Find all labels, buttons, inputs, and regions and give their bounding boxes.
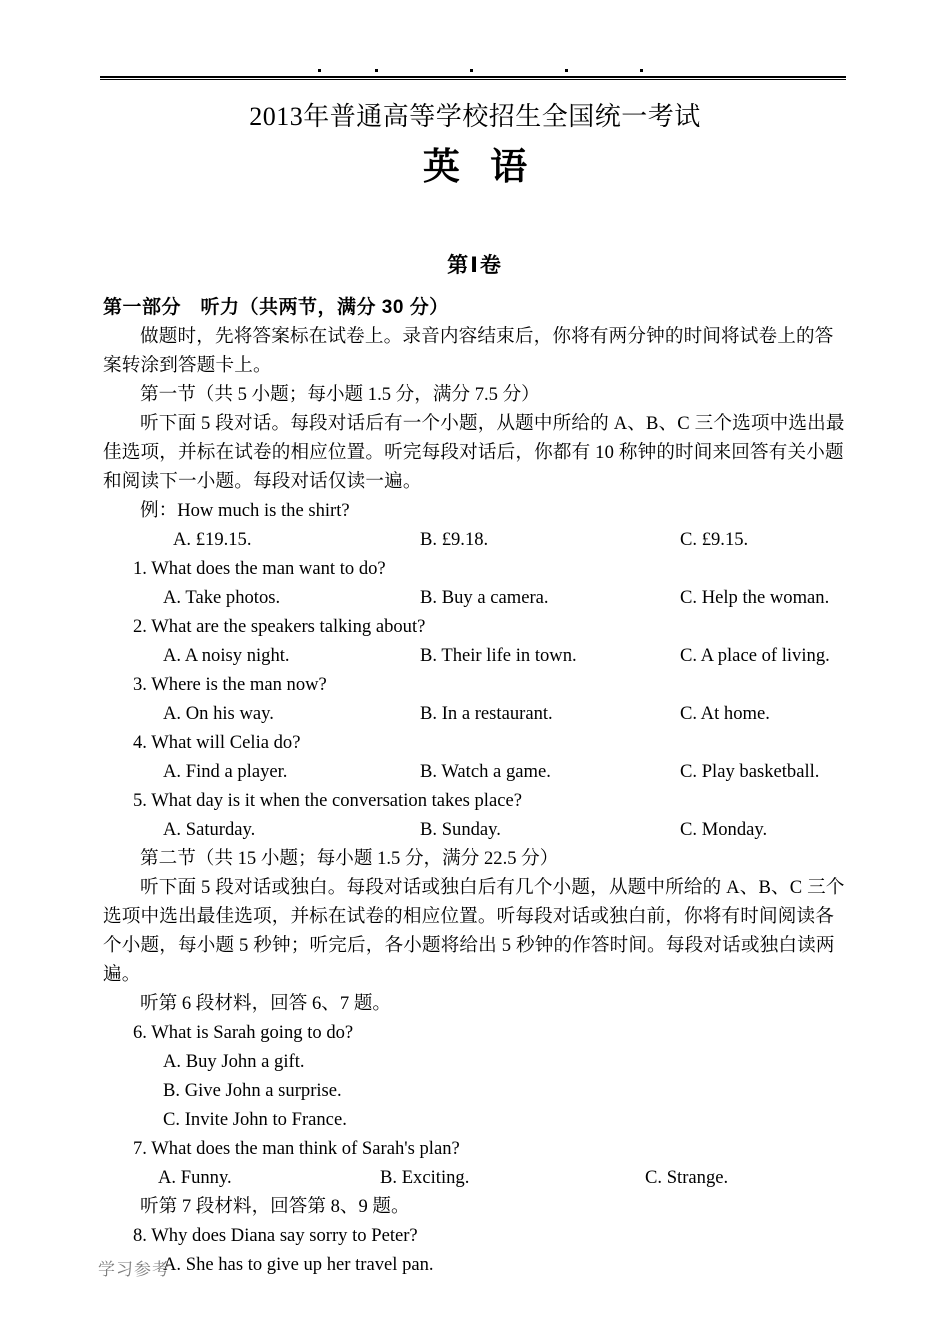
- question-6-option-c: C. Invite John to France.: [163, 1109, 347, 1130]
- question-4-option-b: B. Watch a game.: [420, 761, 551, 782]
- question-7-option-a: A. Funny.: [158, 1167, 232, 1188]
- question-1-text: 1. What does the man want to do?: [133, 558, 386, 579]
- question-1-options-row: [103, 583, 853, 612]
- question-8-text: 8. Why does Diana say sorry to Peter?: [133, 1225, 418, 1246]
- section-two-intro-line-2: 选项中选出最佳选项，并标在试卷的相应位置。听每段对话或独白前，你将有时间阅读各: [103, 906, 835, 927]
- question-5-option-c: C. Monday.: [680, 819, 768, 840]
- question-3-option-b: B. In a restaurant.: [420, 703, 553, 724]
- example-option-c: C. £9.15.: [680, 529, 749, 550]
- section-one-intro-line-2: 佳选项，并标在试卷的相应位置。听完每段对话后，你都有 10 称钟的时间来回答有关小题: [103, 442, 844, 463]
- material-6-label: 听第 6 段材料，回答 6、7 题。: [140, 993, 392, 1014]
- exam-subject-title: 英 语: [422, 146, 538, 187]
- header-dot: [565, 69, 568, 72]
- question-3-text: 3. Where is the man now?: [133, 674, 327, 695]
- section-one-heading: 第一节（共 5 小题；每小题 1.5 分，满分 7.5 分）: [140, 384, 540, 405]
- question-1-option-b: B. Buy a camera.: [420, 587, 549, 608]
- question-5-options-row: [103, 815, 853, 844]
- section-two-intro-line-1: 听下面 5 段对话或独白。每段对话或独白后有几个小题，从题中所给的 A、B、C 三个: [140, 877, 845, 898]
- header-dot: [470, 69, 473, 72]
- document-body: [103, 293, 853, 1279]
- header-dot: [640, 69, 643, 72]
- example-option-a: A. £19.15.: [173, 529, 252, 550]
- section-two-heading: 第二节（共 15 小题；每小题 1.5 分，满分 22.5 分）: [140, 848, 559, 869]
- question-8-option-a: A. She has to give up her travel pan.: [163, 1254, 434, 1275]
- question-3-option-c: C. At home.: [680, 703, 770, 724]
- question-5-option-a: A. Saturday.: [163, 819, 256, 840]
- question-7-options-row: [103, 1163, 853, 1192]
- material-7-label: 听第 7 段材料，回答第 8、9 题。: [140, 1196, 410, 1217]
- question-4-text: 4. What will Celia do?: [133, 732, 301, 753]
- question-4-options-row: [103, 757, 853, 786]
- part-one-intro-line-2: 案转涂到答题卡上。: [103, 355, 272, 376]
- section-one-intro-line-3: 和阅读下一小题。每段对话仅读一遍。: [103, 471, 422, 492]
- example-option-b: B. £9.18.: [420, 529, 489, 550]
- example-options-row: [103, 525, 853, 554]
- question-6-text: 6. What is Sarah going to do?: [133, 1022, 354, 1043]
- question-4-option-c: C. Play basketball.: [680, 761, 820, 782]
- paper-part-heading: 第Ⅰ卷: [447, 254, 503, 277]
- question-6-option-a: A. Buy John a gift.: [163, 1051, 305, 1072]
- question-2-text: 2. What are the speakers talking about?: [133, 616, 426, 637]
- question-7-option-b: B. Exciting.: [380, 1167, 470, 1188]
- header-dots: [100, 62, 846, 76]
- header-rule: [100, 76, 846, 80]
- page-header: [100, 62, 846, 84]
- header-dot: [375, 69, 378, 72]
- question-7-option-c: C. Strange.: [645, 1167, 729, 1188]
- question-1-option-c: C. Help the woman.: [680, 587, 830, 608]
- question-5-text: 5. What day is it when the conversation takes place?: [133, 790, 522, 811]
- question-1-option-a: A. Take photos.: [163, 587, 281, 608]
- section-two-intro-line-3: 个小题，每小题 5 秒钟；听完后，各小题将给出 5 秒钟的作答时间。每段对话或独白读两遍。: [103, 935, 835, 985]
- question-5-option-b: B. Sunday.: [420, 819, 501, 840]
- header-dot: [318, 69, 321, 72]
- part-one-heading: 第一部分 听力（共两节，满分 30 分）: [103, 297, 449, 318]
- section-one-intro-line-1: 听下面 5 段对话。每段对话后有一个小题，从题中所给的 A、B、C 三个选项中选出最: [140, 413, 845, 434]
- exam-title: 2013年普通高等学校招生全国统一考试: [249, 102, 701, 131]
- question-3-options-row: [103, 699, 853, 728]
- question-2-option-c: C. A place of living.: [680, 645, 830, 666]
- question-7-text: 7. What does the man think of Sarah's plan?: [133, 1138, 460, 1159]
- part-one-intro-line-1: 做题时，先将答案标在试卷上。录音内容结束后，你将有两分钟的时间将试卷上的答: [140, 326, 834, 347]
- question-3-option-a: A. On his way.: [163, 703, 274, 724]
- question-2-option-b: B. Their life in town.: [420, 645, 577, 666]
- question-2-option-a: A. A noisy night.: [163, 645, 290, 666]
- example-prompt: 例：How much is the shirt?: [140, 500, 350, 521]
- question-6-option-b: B. Give John a surprise.: [163, 1080, 342, 1101]
- question-2-options-row: [103, 641, 853, 670]
- footer-watermark: 学习参考: [98, 1260, 170, 1279]
- question-4-option-a: A. Find a player.: [163, 761, 288, 782]
